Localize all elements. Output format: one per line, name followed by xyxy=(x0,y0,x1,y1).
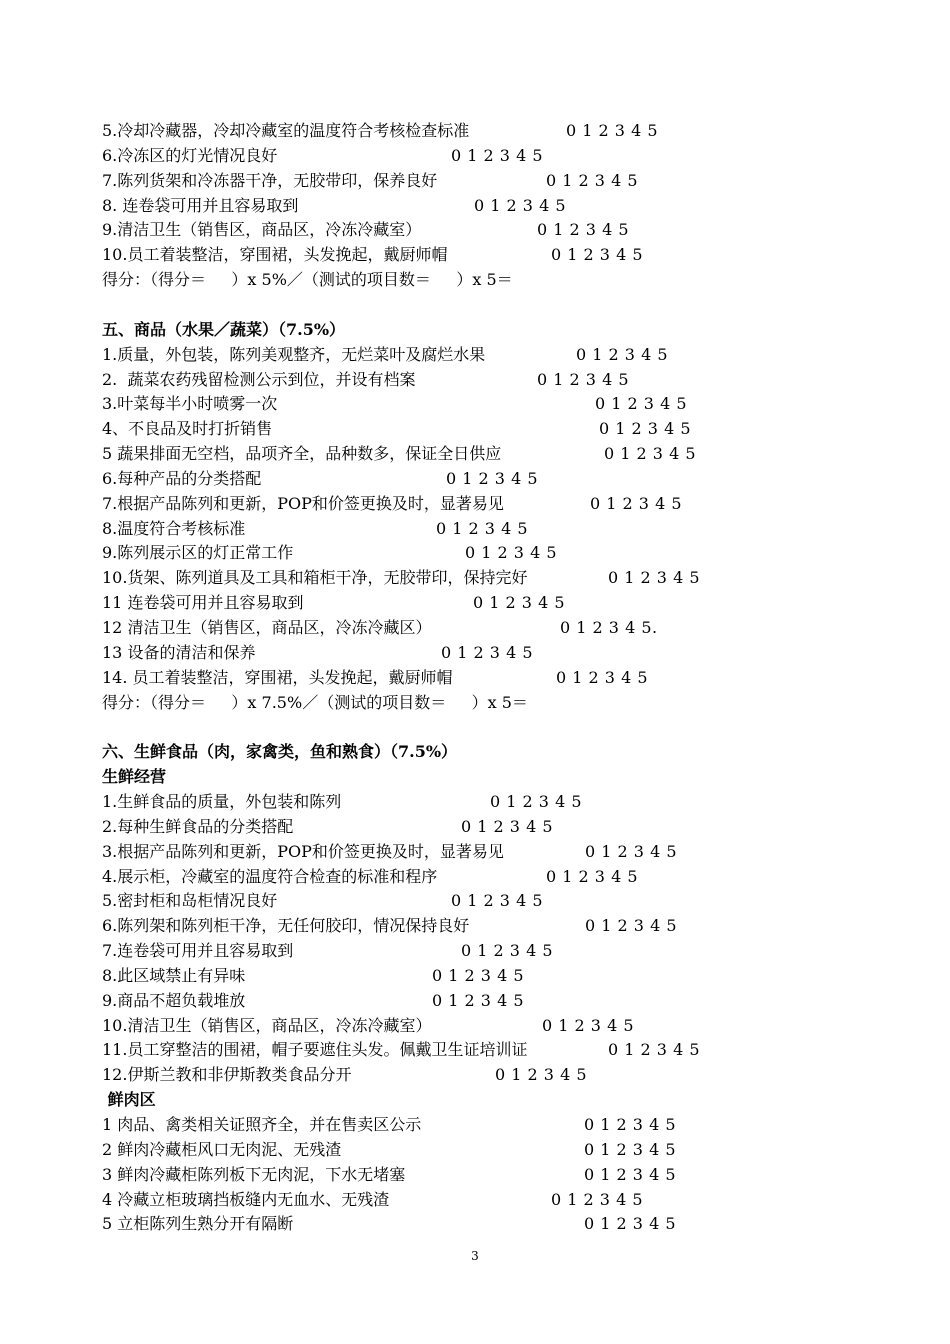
checklist-item: 4.展示柜，冷藏室的温度符合检查的标准和程序 xyxy=(102,866,438,886)
checklist-item: 9.商品不超负载堆放 xyxy=(102,990,246,1010)
checklist-item: 7.陈列货架和冷冻器干净，无胶带印，保养良好 xyxy=(102,170,438,190)
score-scale: 0 1 2 3 4 5 xyxy=(576,344,669,364)
score-formula: 得分：（得分＝ ）x 5%／（测试的项目数＝ ）x 5＝ xyxy=(102,270,513,290)
section-heading: 五、商品（水果／蔬菜）（7.5%） xyxy=(102,319,346,339)
checklist-item: 3 鲜肉冷藏柜陈列板下无肉泥，下水无堵塞 xyxy=(102,1164,406,1184)
checklist-item: 2. 蔬菜农药残留检测公示到位，并设有档案 xyxy=(102,369,416,389)
score-scale: 0 1 2 3 4 5 xyxy=(432,965,525,985)
checklist-item: 2.每种生鲜食品的分类搭配 xyxy=(102,816,294,836)
score-scale: 0 1 2 3 4 5 xyxy=(537,369,630,389)
score-scale: 0 1 2 3 4 5 xyxy=(436,518,529,538)
section-heading: 六、生鲜食品（肉，家禽类，鱼和熟食）（7.5%） xyxy=(102,742,458,762)
checklist-item: 5.密封柜和岛柜情况良好 xyxy=(102,891,278,911)
checklist-item: 3.根据产品陈列和更新，POP和价签更换及时，显著易见 xyxy=(102,841,504,861)
score-scale: 0 1 2 3 4 5 xyxy=(584,1115,677,1134)
page-number: 3 xyxy=(471,1249,479,1263)
score-scale: 0 1 2 3 4 5 xyxy=(446,468,539,488)
score-scale: 0 1 2 3 4 5 xyxy=(474,195,567,215)
score-scale: 0 1 2 3 4 5 xyxy=(556,667,649,687)
score-scale: 0 1 2 3 4 5 xyxy=(465,543,558,563)
score-scale: 0 1 2 3 4 5 xyxy=(595,394,688,414)
score-scale: 0 1 2 3 4 5 xyxy=(451,891,544,911)
checklist-item: 11.员工穿整洁的围裙，帽子要遮住头发。佩戴卫生证培训证 xyxy=(102,1040,528,1060)
section-heading: 鲜肉区 xyxy=(102,1090,156,1110)
checklist-item: 11 连卷袋可用并且容易取到 xyxy=(102,593,304,613)
score-scale: 0 1 2 3 4 5 xyxy=(473,593,566,613)
checklist-item: 13 设备的清洁和保养 xyxy=(102,642,256,662)
section-heading: 生鲜经营 xyxy=(102,767,167,787)
score-scale: 0 1 2 3 4 5 xyxy=(584,1139,677,1159)
checklist-item: 5.冷却冷藏器，冷却冷藏室的温度符合考核检查标准 xyxy=(102,121,470,140)
score-scale: 0 1 2 3 4 5 xyxy=(546,866,639,886)
checklist-item: 1.生鲜食品的质量，外包装和陈列 xyxy=(102,791,342,811)
score-scale: 0 1 2 3 4 5 xyxy=(441,642,534,662)
checklist-item: 6.每种产品的分类搭配 xyxy=(102,468,262,488)
checklist-item: 7.连卷袋可用并且容易取到 xyxy=(102,941,294,961)
checklist-item: 5 蔬果排面无空档，品项齐全，品种数多，保证全日供应 xyxy=(102,444,502,464)
checklist-item: 12 清洁卫生（销售区，商品区，冷冻冷藏区） xyxy=(102,618,432,637)
score-scale: 0 1 2 3 4 5 xyxy=(566,121,659,140)
score-scale: 0 1 2 3 4 5 xyxy=(495,1065,588,1085)
score-scale: 0 1 2 3 4 5 xyxy=(584,1214,677,1234)
checklist-item: 6.陈列架和陈列柜干净，无任何胶印，情况保持良好 xyxy=(102,916,470,936)
checklist-item: 8.温度符合考核标准 xyxy=(102,518,246,538)
score-scale: 0 1 2 3 4 5. xyxy=(560,618,658,637)
score-scale: 0 1 2 3 4 5 xyxy=(537,220,630,240)
checklist-item: 9.清洁卫生（销售区，商品区，冷冻冷藏室） xyxy=(102,220,422,240)
checklist-item: 4 冷藏立柜玻璃挡板缝内无血水、无残渣 xyxy=(102,1189,390,1209)
checklist-item: 8.此区域禁止有异味 xyxy=(102,965,246,985)
checklist-item: 6.冷冻区的灯光情况良好 xyxy=(102,145,278,165)
score-scale: 0 1 2 3 4 5 xyxy=(490,791,583,811)
checklist-item: 10.员工着装整洁，穿围裙，头发挽起，戴厨师帽 xyxy=(102,245,448,265)
checklist-item: 1.质量，外包装，陈列美观整齐，无烂菜叶及腐烂水果 xyxy=(102,344,486,364)
score-scale: 0 1 2 3 4 5 xyxy=(585,841,678,861)
score-scale: 0 1 2 3 4 5 xyxy=(432,990,525,1010)
score-scale: 0 1 2 3 4 5 xyxy=(461,941,554,961)
checklist-item: 12.伊斯兰教和非伊斯教类食品分开 xyxy=(102,1065,352,1085)
checklist-item: 9.陈列展示区的灯正常工作 xyxy=(102,543,294,563)
score-scale: 0 1 2 3 4 5 xyxy=(461,816,554,836)
checklist-item: 2 鲜肉冷藏柜风口无肉泥、无残渣 xyxy=(102,1139,342,1159)
checklist-item: 3.叶菜每半小时喷雾一次 xyxy=(102,394,278,414)
checklist-item: 7.根据产品陈列和更新，POP和价签更换及时，显著易见 xyxy=(102,493,504,513)
score-scale: 0 1 2 3 4 5 xyxy=(585,916,678,936)
score-scale: 0 1 2 3 4 5 xyxy=(542,1015,635,1035)
score-scale: 0 1 2 3 4 5 xyxy=(590,493,683,513)
checklist-item: 10.货架、陈列道具及工具和箱柜干净，无胶带印，保持完好 xyxy=(102,568,528,588)
checklist-item: 10.清洁卫生（销售区，商品区，冷冻冷藏室） xyxy=(102,1015,432,1035)
score-scale: 0 1 2 3 4 5 xyxy=(451,145,544,165)
checklist-item: 8. 连卷袋可用并且容易取到 xyxy=(102,195,299,215)
score-scale: 0 1 2 3 4 5 xyxy=(551,245,644,265)
checklist-item: 1 肉品、禽类相关证照齐全，并在售卖区公示 xyxy=(102,1115,422,1134)
score-scale: 0 1 2 3 4 5 xyxy=(608,568,701,588)
score-scale: 0 1 2 3 4 5 xyxy=(608,1040,701,1060)
checklist-item: 4、不良品及时打折销售 xyxy=(102,419,273,439)
score-formula: 得分：（得分＝ ）x 7.5%／（测试的项目数＝ ）x 5＝ xyxy=(102,692,528,712)
score-scale: 0 1 2 3 4 5 xyxy=(599,419,692,439)
checklist-item: 5 立柜陈列生熟分开有隔断 xyxy=(102,1214,294,1234)
checklist-item: 14. 员工着装整洁，穿围裙，头发挽起，戴厨师帽 xyxy=(102,667,453,687)
score-scale: 0 1 2 3 4 5 xyxy=(584,1164,677,1184)
score-scale: 0 1 2 3 4 5 xyxy=(604,444,697,464)
score-scale: 0 1 2 3 4 5 xyxy=(546,170,639,190)
score-scale: 0 1 2 3 4 5 xyxy=(551,1189,644,1209)
